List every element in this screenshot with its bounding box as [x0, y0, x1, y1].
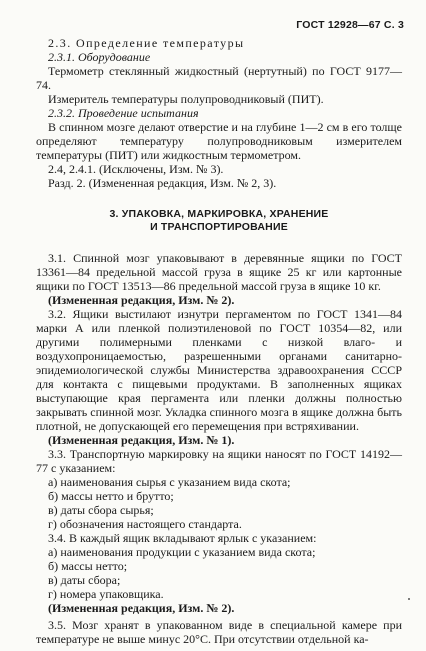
clause-3-3-item: г) обозначения настоящего стандарта. — [48, 517, 242, 531]
clause-2-3-title: 2.3. Определение температуры — [48, 36, 245, 50]
clause-2-3-2-title: 2.3.2. Проведение испытания — [48, 106, 199, 120]
clause-2-3-1-text-thermometer: Термометр стеклянный жидкостный (нертутный) по ГОСТ 9177—74. — [36, 64, 402, 92]
clause-2-3-1-title: 2.3.1. Оборудование — [48, 50, 151, 64]
section-3-heading — [36, 208, 402, 234]
clause-2-3-2-text: В спинном мозге делают отверстие и на глубине 1—2 см в его толще определяют температуру полупроводниковым измерителем температуры (ПИТ) или жидкостным термометром. — [36, 120, 402, 162]
clause-3-2-text: 3.2. Ящики выстилают изнутри пергаментом по ГОСТ 1341—84 марки А или пленкой полиэтиленовой по ГОСТ 10354—82, или другими полимерными пленками с низкой влаго- и воздухопроницаемостью, разрешенными органами санитарно-эпидемиологической службы Министерства здравоохранения СССР для контакта с пищевыми продуктами. В заполненных ящиках выступающие края пергамента или пленки должны полностью закрывать спинной мозг. Укладка спинного мозга в ящике должна быть плотной, не допускающей его перемещения при встряхивании. — [36, 307, 402, 433]
section-3-heading-line-2: И ТРАНСПОРТИРОВАНИЕ — [150, 221, 288, 233]
clause-3-1-edit-note: (Измененная редакция, Изм. № 2). — [48, 293, 235, 307]
running-head: ГОСТ 12928—67 С. 3 — [296, 19, 404, 31]
scan-speck — [408, 598, 410, 600]
clause-3-1-text: 3.1. Спинной мозг упаковывают в деревянные ящики по ГОСТ 13361—84 предельной массой груза в ящике 25 кг или картонные ящики по ГОСТ 13513—86 предельной массой груза в ящике 10 кг. — [36, 251, 402, 293]
section-2-edit-note: Разд. 2. (Измененная редакция, Изм. № 2, 3). — [48, 176, 277, 190]
section-3-heading-line-1: 3. УПАКОВКА, МАРКИРОВКА, ХРАНЕНИЕ — [109, 208, 329, 220]
clause-3-3-text: 3.3. Транспортную маркировку на ящики наносят по ГОСТ 14192—77 с указанием: — [36, 447, 402, 475]
clause-3-3-item: в) даты сбора сырья; — [48, 503, 154, 517]
clause-2-3-1-text-pit: Измеритель температуры полупроводниковый (ПИТ). — [48, 92, 324, 106]
clause-3-4-item: а) наименования продукции с указанием вида скота; — [48, 545, 316, 559]
clause-3-5-text: 3.5. Мозг хранят в упакованном виде в специальной камере при температуре не выше минус 20°С. При отсутствии отдельной ка- — [36, 618, 402, 646]
clause-3-4-item: в) даты сбора; — [48, 573, 121, 587]
clause-3-3-item: б) массы нетто и брутто; — [48, 489, 174, 503]
clause-3-2-edit-note: (Измененная редакция, Изм. № 1). — [48, 433, 235, 447]
clause-3-4-edit-note: (Измененная редакция, Изм. № 2). — [48, 601, 235, 615]
clause-3-3-item: а) наименования сырья с указанием вида скота; — [48, 475, 291, 489]
clause-3-4-item: б) массы нетто; — [48, 559, 128, 573]
clause-3-4-item: г) номера упаковщика. — [48, 587, 164, 601]
clause-2-4-excluded: 2.4, 2.4.1. (Исключены, Изм. № 3). — [48, 162, 224, 176]
page-content — [36, 36, 402, 646]
clause-3-4-text: 3.4. В каждый ящик вкладывают ярлык с указанием: — [48, 531, 317, 545]
